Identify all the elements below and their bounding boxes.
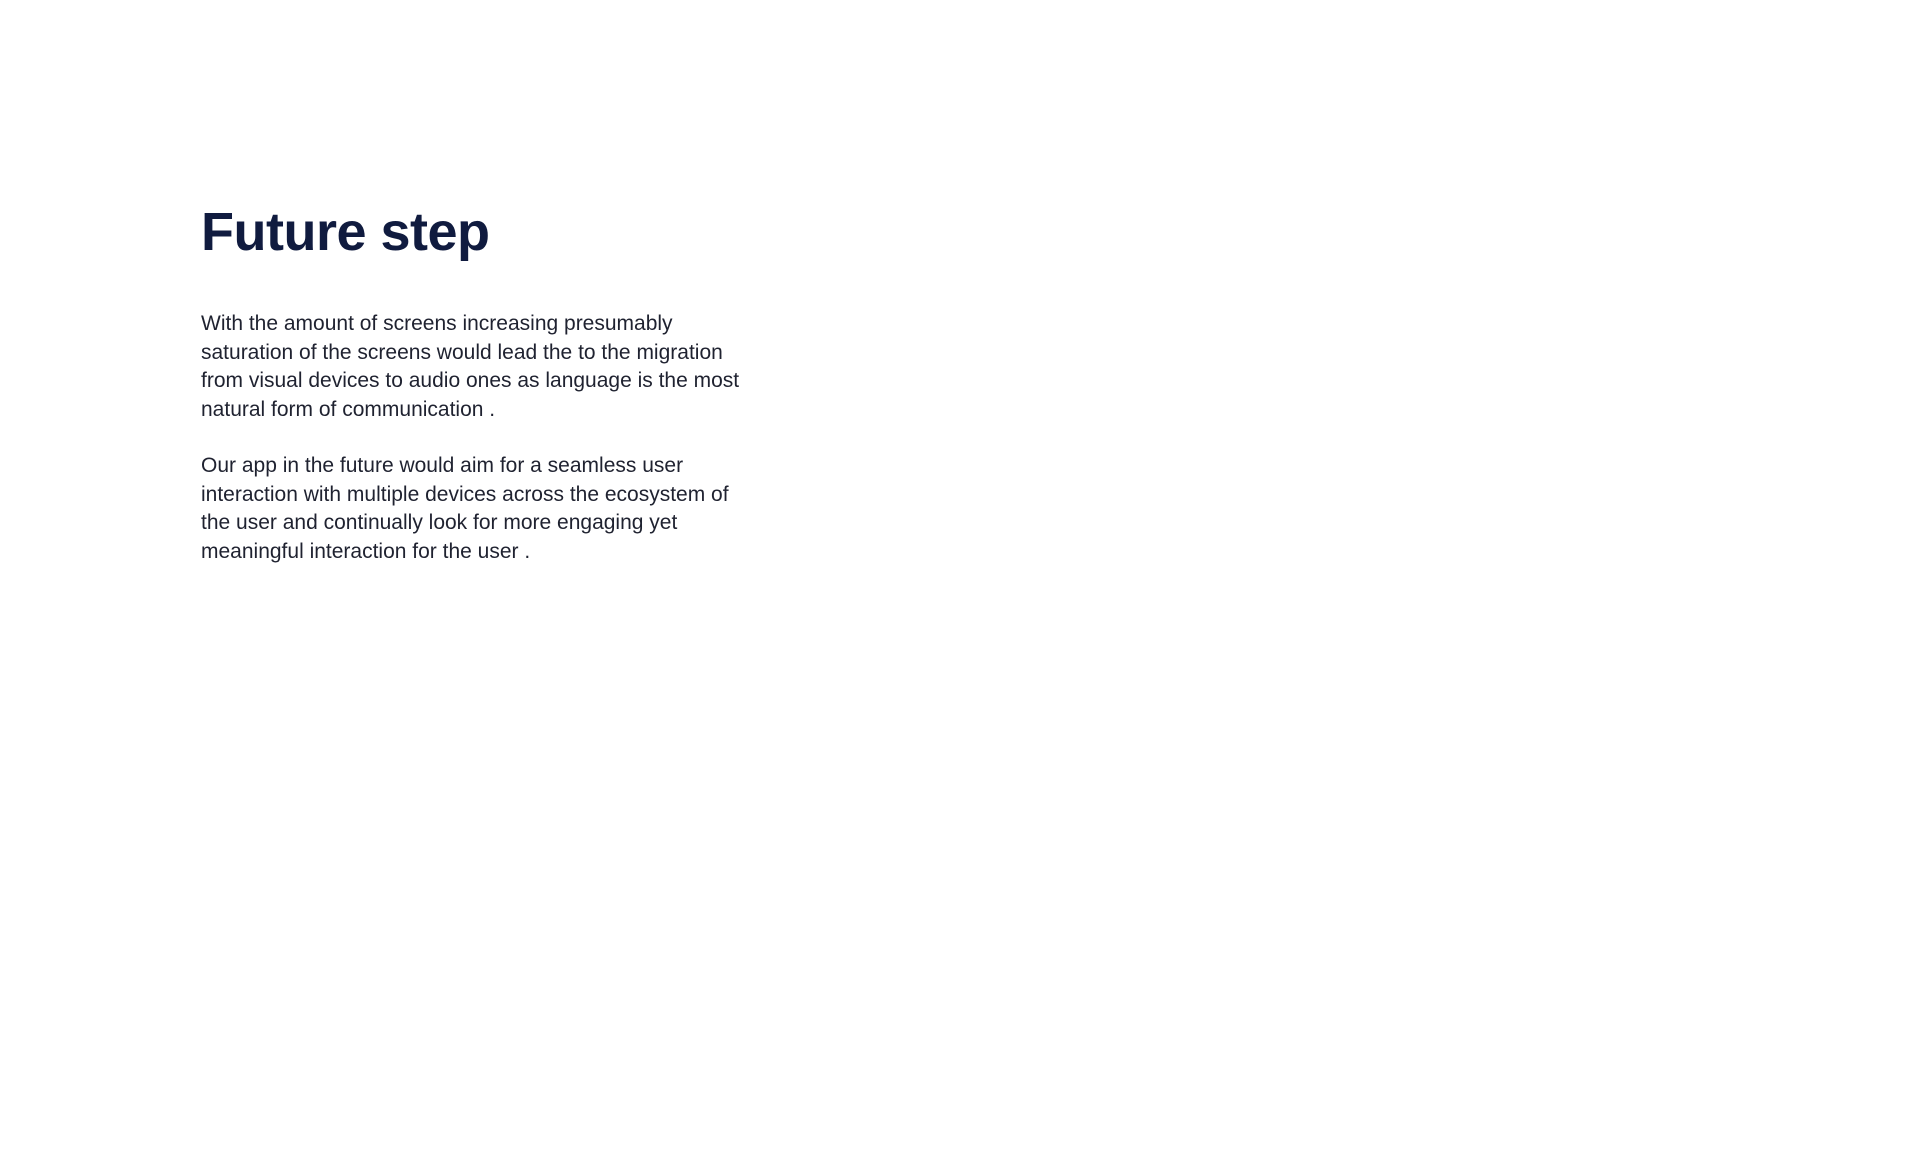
slide-content bbox=[201, 196, 841, 566]
paragraph-app-future: Our app in the future would aim for a seamless user interaction with multiple devices across the ecosystem of the user and continually look for more engaging yet meaningful interaction for the user . bbox=[201, 454, 729, 563]
paragraph-screen-migration: With the amount of screens increasing presumably saturation of the screens would lead the to the migration from visual devices to audio ones as language is the most natural form of communication . bbox=[201, 312, 740, 421]
slide-title: Future step bbox=[201, 202, 490, 262]
